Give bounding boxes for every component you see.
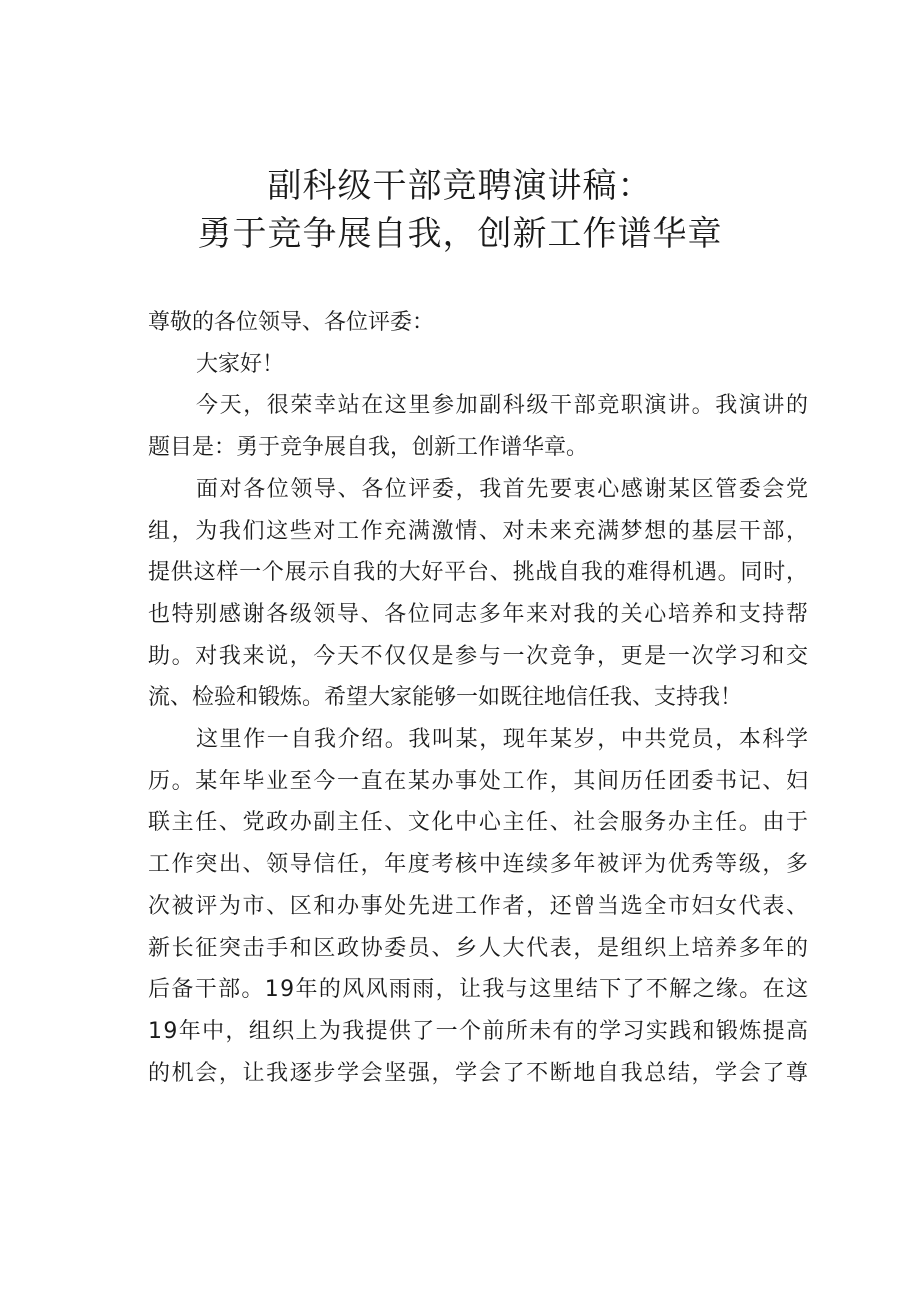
body-line: 也特别感谢各级领导、各位同志多年来对我的关心培养和支持帮 (148, 602, 810, 627)
body-line: 题目是：勇于竞争展自我，创新工作谱华章。 (148, 435, 589, 460)
body-line: 大家好！ (196, 352, 285, 377)
body-line: 新长征突击手和区政协委员、乡人大代表，是组织上培养多年的 (148, 936, 810, 961)
body-line: 今天，很荣幸站在这里参加副科级干部竞职演讲。我演讲的 (196, 393, 810, 418)
body-line: 助。对我来说，今天不仅仅是参与一次竞争，更是一次学习和交 (148, 644, 810, 669)
body-line: 次被评为市、区和办事处先进工作者，还曾当选全市妇女代表、 (148, 894, 810, 919)
body-line: 尊敬的各位领导、各位评委： (148, 310, 435, 335)
body-line: 后备干部。19年的风风雨雨，让我与这里结下了不解之缘。在这 (148, 977, 810, 1002)
body-line: 19年中，组织上为我提供了一个前所未有的学习实践和锻炼提高 (148, 1019, 810, 1044)
body-line: 历。某年毕业至今一直在某办事处工作，其间历任团委书记、妇 (148, 769, 810, 794)
body-line: 这里作一自我介绍。我叫某，现年某岁，中共党员，本科学 (196, 727, 810, 752)
body-line: 工作突出、领导信任，年度考核中连续多年被评为优秀等级，多 (148, 852, 810, 877)
body-line: 组，为我们这些对工作充满激情、对未来充满梦想的基层干部， (148, 519, 810, 544)
body-line: 的机会，让我逐步学会坚强，学会了不断地自我总结，学会了尊 (148, 1061, 810, 1086)
body-line: 流、检验和锻炼。希望大家能够一如既往地信任我、支持我！ (148, 685, 743, 710)
body-line: 提供这样一个展示自我的大好平台、挑战自我的难得机遇。同时， (148, 560, 809, 585)
body-line: 面对各位领导、各位评委，我首先要衷心感谢某区管委会党 (196, 477, 810, 502)
body-line: 联主任、党政办副主任、文化中心主任、社会服务办主任。由于 (148, 810, 810, 835)
document-title-line-1: 副科级干部竞聘演讲稿： (267, 166, 653, 206)
document-title-line-2: 勇于竞争展自我，创新工作谱华章 (197, 214, 723, 254)
